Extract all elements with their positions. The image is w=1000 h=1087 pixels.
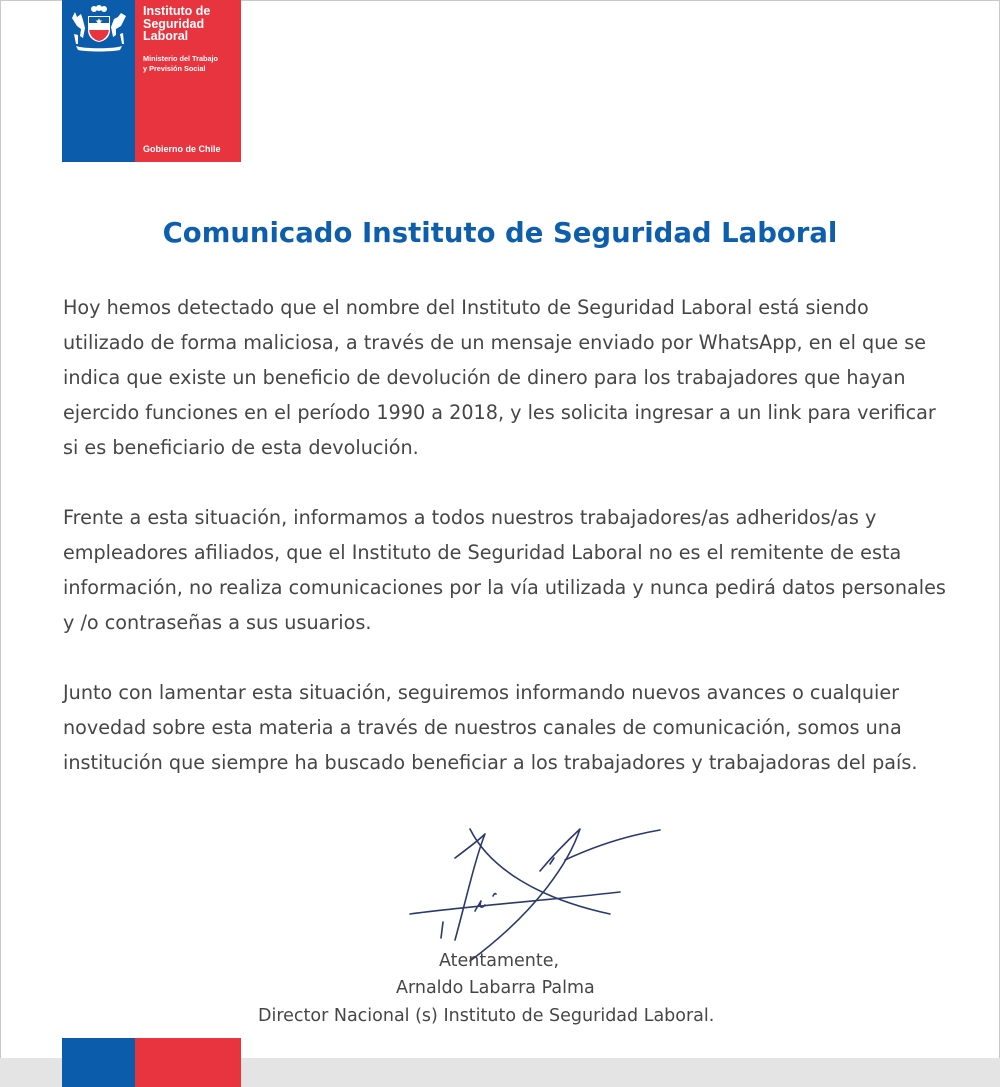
footer-red-block	[135, 1038, 241, 1087]
signer-position: Director Nacional (s) Instituto de Seguridad Laboral.	[258, 1006, 715, 1026]
paragraph: Hoy hemos detectado que el nombre del Instituto de Seguridad Laboral está siendo utilizado de forma maliciosa, a través de un mensaje enviado por WhatsApp, en el que se indica que existe un beneficio de devolución de dinero para los trabajadores que hayan ejercido funciones en el período 1990 a 2018, y les solicita ingresar a un link para verificar si es beneficiario de esta devolución.	[63, 296, 936, 459]
page-title: Comunicado Instituto de Seguridad Laboral	[162, 217, 838, 249]
logo-name-line: Seguridad	[143, 16, 205, 31]
statement-body	[63, 290, 948, 815]
footer-blue-block	[62, 1038, 135, 1087]
logo-institution-name	[143, 5, 210, 43]
logo-ministry-line: y Previsión Social	[143, 63, 206, 73]
salutation: Atentamente,	[439, 951, 560, 971]
signer-name: Arnaldo Labarra Palma	[396, 978, 595, 998]
institution-logo	[62, 0, 241, 162]
paragraph: Junto con lamentar esta situación, seguiremos informando nuevos avances o cualquier novedad sobre esta materia a través de nuestros canales de comunicación, somos una institución que siempre ha buscado beneficiar a los trabajadores y trabajadoras del país.	[63, 681, 918, 774]
logo-name-line: Laboral	[143, 29, 189, 43]
logo-ministry	[143, 54, 218, 73]
paragraph: Frente a esta situación, informamos a todos nuestros trabajadores/as adheridos/as y empleadores afiliados, que el Instituto de Seguridad Laboral no es el remitente de esta información, no realiza comunicaciones por la vía utilizada y nunca pedirá datos personales y /o contraseñas a sus usuarios.	[63, 506, 946, 634]
logo-government: Gobierno de Chile	[143, 144, 221, 154]
logo-ministry-line: Ministerio del Trabajo	[143, 54, 219, 63]
logo-name-line: Instituto de	[143, 4, 211, 18]
coat-of-arms-icon	[68, 4, 130, 52]
